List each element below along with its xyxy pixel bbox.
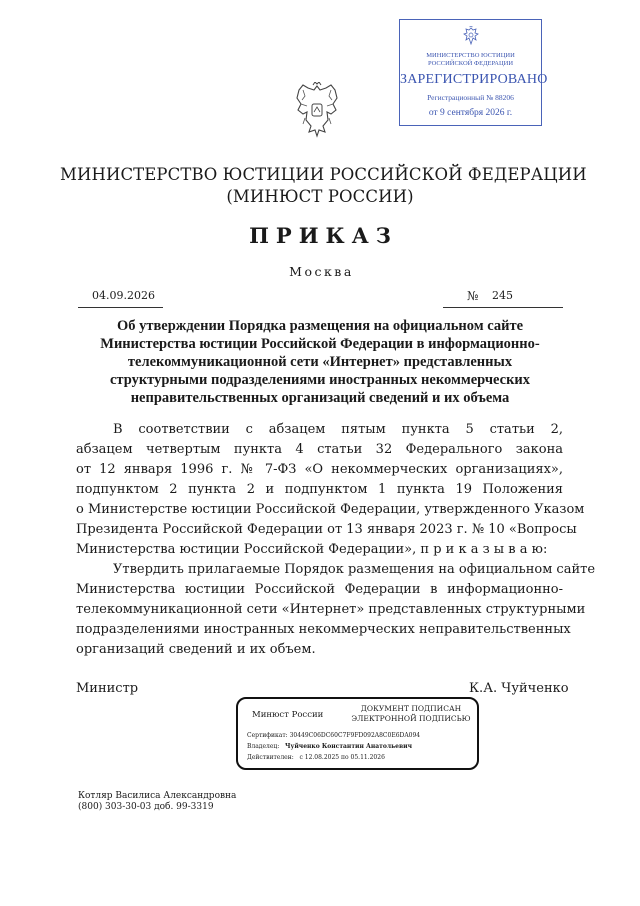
executor-phone: (800) 303-30-03 доб. 99-3319 (78, 802, 214, 812)
document-date: 04.09.2026 (92, 289, 155, 302)
body-line: телекоммуникационной сети «Интернет» представленных структурными (76, 602, 586, 617)
heading-line: структурными подразделениями иностранных некоммерческих (109, 372, 531, 388)
esig-owner (247, 743, 412, 750)
registration-number: Регистрационный № 88206 (427, 93, 514, 102)
registration-ministry-line: МИНИСТЕРСТВО ЮСТИЦИИ (426, 52, 515, 59)
body-line: абзацем четвертым пункта 4 статьи 32 Федерального закона (76, 442, 563, 457)
order-heading (70, 317, 570, 407)
signatory-name: К.А. Чуйченко (469, 681, 569, 696)
body-line: от 12 января 1996 г. № 7-ФЗ «О некоммерческих организациях», (76, 462, 563, 477)
body-line: Министерства юстиции Российской Федерации», п р и к а з ы в а ю: (76, 542, 548, 557)
esig-title (346, 704, 476, 724)
heading-line: Министерства юстиции Российской Федерации в информационно- (100, 336, 540, 352)
registration-ministry-line: РОССИЙСКОЙ ФЕДЕРАЦИИ (427, 60, 514, 67)
executor-name: Котляр Василиса Александровна (78, 791, 237, 801)
esig-validity-value: с 12.08.2025 по 05.11.2026 (299, 754, 385, 761)
body-line: подразделениями иностранных некоммерческих неправительственных (76, 622, 571, 637)
body-line: подпунктом 2 пункта 2 и подпунктом 1 пункта 19 Положения (76, 482, 563, 497)
esig-owner-label: Владелец: (247, 743, 280, 750)
esig-certificate (247, 732, 420, 739)
heading-line: Об утверждении Порядка размещения на официальном сайте (116, 318, 524, 334)
signatory-role: Министр (76, 681, 139, 696)
coat-of-arms-icon (293, 82, 341, 140)
document-city: Москва (289, 264, 354, 279)
ministry-name: МИНИСТЕРСТВО ЮСТИЦИИ РОССИЙСКОЙ ФЕДЕРАЦИИ (60, 165, 587, 184)
number-sign: № (467, 289, 479, 303)
document-type: ПРИКАЗ (249, 223, 398, 248)
heading-line: телекоммуникационной сети «Интернет» представленных (127, 354, 513, 370)
esig-validity (247, 754, 385, 761)
body-line: о Министерстве юстиции Российской Федерации, утвержденного Указом (76, 502, 585, 517)
heading-line: неправительственных организаций сведений и их объема (130, 390, 510, 406)
registration-date: от 9 сентября 2026 г. (428, 108, 513, 118)
esig-certificate-label: Сертификат: (247, 732, 288, 739)
body-line: Президента Российской Федерации от 13 января 2023 г. № 10 «Вопросы (76, 522, 577, 537)
body-line: Министерства юстиции Российской Федерации в информационно- (76, 582, 563, 597)
double-headed-eagle-icon (463, 26, 479, 46)
esig-title-line: ДОКУМЕНТ ПОДПИСАН (360, 704, 462, 713)
body-line: Утвердить прилагаемые Порядок размещения на официальном сайте (113, 562, 596, 577)
document-number: 245 (492, 289, 513, 302)
registration-status: ЗАРЕГИСТРИРОВАНО (400, 72, 548, 87)
esig-organization: Минюст России (252, 710, 324, 720)
esig-certificate-value: 30449C06DC60C7F9FD092A8C0E6DA094 (289, 732, 421, 739)
ministry-title (60, 164, 587, 208)
ministry-short-name: (МИНЮСТ РОССИИ) (226, 187, 414, 206)
esig-validity-label: Действителен: (247, 754, 294, 761)
number-underline (443, 307, 563, 308)
esig-owner-value: Чуйченко Константин Анатольевич (285, 743, 412, 750)
body-line: В соответствии с абзацем пятым пункта 5 статьи 2, (113, 422, 563, 437)
date-underline (78, 307, 163, 308)
registration-stamp (399, 19, 548, 126)
body-line: организаций сведений и их объем. (76, 642, 316, 657)
registration-ministry (400, 52, 541, 68)
esig-title-line: ЭЛЕКТРОННОЙ ПОДПИСЬЮ (351, 714, 471, 723)
electronic-signature-stamp (236, 697, 479, 770)
